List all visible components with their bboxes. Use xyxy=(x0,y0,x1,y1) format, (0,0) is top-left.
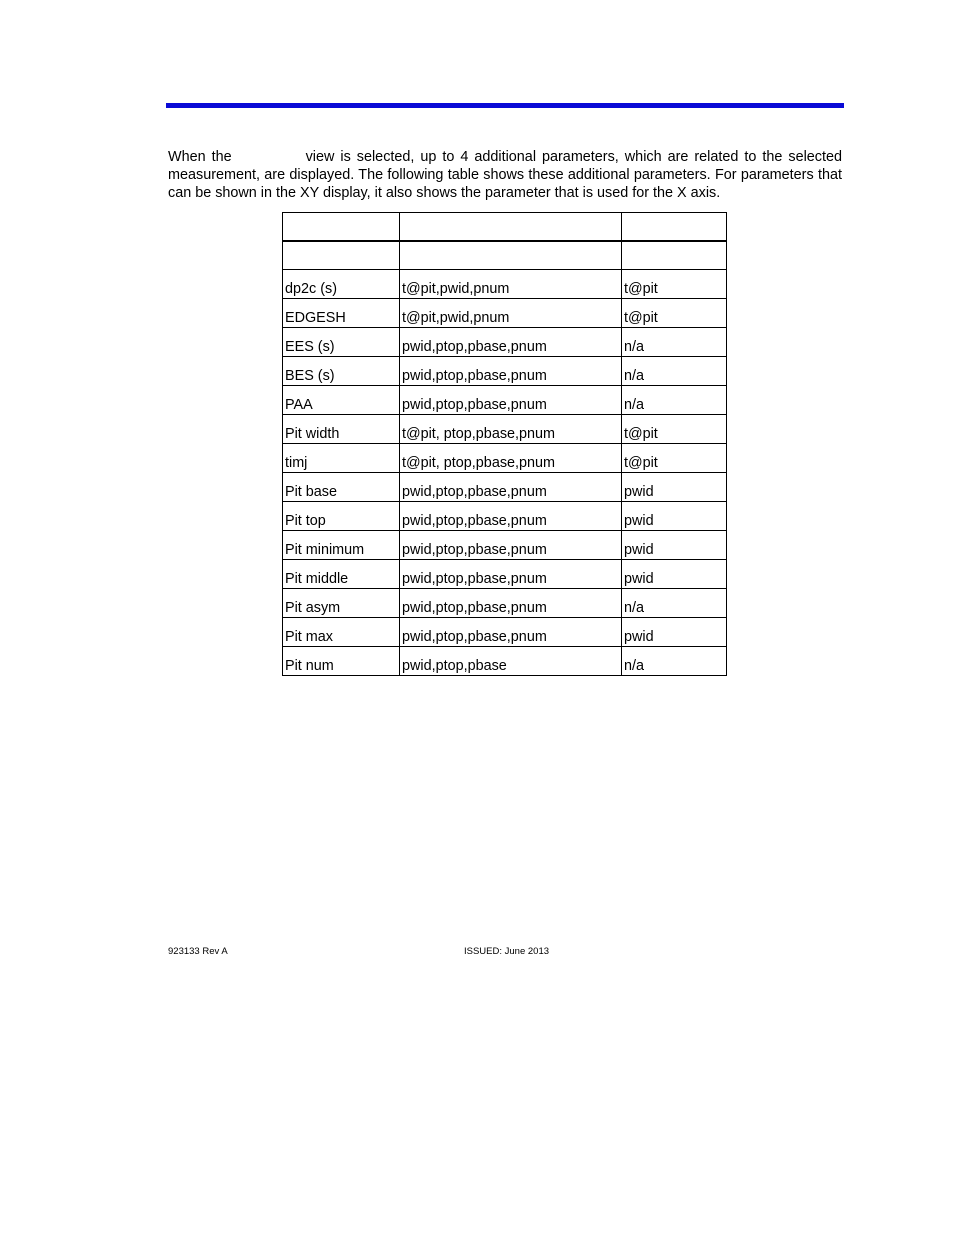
cell-measurement: Pit width xyxy=(283,415,400,444)
cell-x-axis: t@pit xyxy=(622,270,727,299)
cell-measurement: Pit middle xyxy=(283,560,400,589)
table-row xyxy=(283,531,727,560)
cell-x-axis: pwid xyxy=(622,473,727,502)
blank-cell xyxy=(622,241,727,270)
cell-params: pwid,ptop,pbase,pnum xyxy=(400,328,622,357)
cell-x-axis: pwid xyxy=(622,502,727,531)
header-cell-measurement xyxy=(283,213,400,242)
parameters-table xyxy=(282,212,727,676)
table-header-row xyxy=(283,213,727,242)
intro-paragraph xyxy=(168,148,842,202)
cell-params: t@pit, ptop,pbase,pnum xyxy=(400,415,622,444)
cell-x-axis: t@pit xyxy=(622,444,727,473)
cell-params: pwid,ptop,pbase,pnum xyxy=(400,589,622,618)
cell-params: pwid,ptop,pbase,pnum xyxy=(400,386,622,415)
header-cell-params xyxy=(400,213,622,242)
cell-measurement: Pit num xyxy=(283,647,400,676)
cell-measurement: EDGESH xyxy=(283,299,400,328)
cell-params: pwid,ptop,pbase,pnum xyxy=(400,357,622,386)
table-row xyxy=(283,299,727,328)
cell-measurement: dp2c (s) xyxy=(283,270,400,299)
footer-issued-date: ISSUED: June 2013 xyxy=(464,946,550,957)
cell-params: pwid,ptop,pbase xyxy=(400,647,622,676)
cell-measurement: Pit max xyxy=(283,618,400,647)
cell-measurement: Pit top xyxy=(283,502,400,531)
cell-measurement: EES (s) xyxy=(283,328,400,357)
table-blank-row xyxy=(283,241,727,270)
cell-x-axis: n/a xyxy=(622,386,727,415)
cell-measurement: BES (s) xyxy=(283,357,400,386)
cell-measurement: Pit minimum xyxy=(283,531,400,560)
footer-doc-number: 923133 Rev A xyxy=(168,946,228,957)
cell-measurement: timj xyxy=(283,444,400,473)
cell-measurement: Pit base xyxy=(283,473,400,502)
table-row xyxy=(283,357,727,386)
intro-after-gap: view is selected, up to 4 additional parameters, which are related to the selected measurement, are displayed. The following table shows these additional parameters. For parameters that can be shown in the XY display, it also shows the parameter that is used for the X axis. xyxy=(168,149,842,201)
table-row xyxy=(283,502,727,531)
intro-before-gap: When the xyxy=(168,149,232,165)
cell-params: t@pit,pwid,pnum xyxy=(400,270,622,299)
cell-x-axis: t@pit xyxy=(622,415,727,444)
cell-x-axis: n/a xyxy=(622,357,727,386)
table-row xyxy=(283,270,727,299)
parameters-table-body xyxy=(283,213,727,676)
cell-x-axis: n/a xyxy=(622,328,727,357)
header-cell-x-axis xyxy=(622,213,727,242)
table-row xyxy=(283,328,727,357)
cell-x-axis: pwid xyxy=(622,560,727,589)
table-row xyxy=(283,386,727,415)
table-row xyxy=(283,444,727,473)
cell-x-axis: t@pit xyxy=(622,299,727,328)
cell-x-axis: n/a xyxy=(622,589,727,618)
table-row xyxy=(283,560,727,589)
blank-cell xyxy=(283,241,400,270)
cell-params: pwid,ptop,pbase,pnum xyxy=(400,618,622,647)
cell-params: t@pit, ptop,pbase,pnum xyxy=(400,444,622,473)
header-rule xyxy=(166,103,844,108)
cell-params: pwid,ptop,pbase,pnum xyxy=(400,560,622,589)
cell-params: pwid,ptop,pbase,pnum xyxy=(400,531,622,560)
table-row xyxy=(283,589,727,618)
table-row xyxy=(283,415,727,444)
cell-params: t@pit,pwid,pnum xyxy=(400,299,622,328)
table-row xyxy=(283,618,727,647)
cell-params: pwid,ptop,pbase,pnum xyxy=(400,473,622,502)
table-row xyxy=(283,647,727,676)
blank-cell xyxy=(400,241,622,270)
cell-measurement: Pit asym xyxy=(283,589,400,618)
table-row xyxy=(283,473,727,502)
cell-x-axis: n/a xyxy=(622,647,727,676)
cell-x-axis: pwid xyxy=(622,618,727,647)
cell-measurement: PAA xyxy=(283,386,400,415)
cell-x-axis: pwid xyxy=(622,531,727,560)
cell-params: pwid,ptop,pbase,pnum xyxy=(400,502,622,531)
